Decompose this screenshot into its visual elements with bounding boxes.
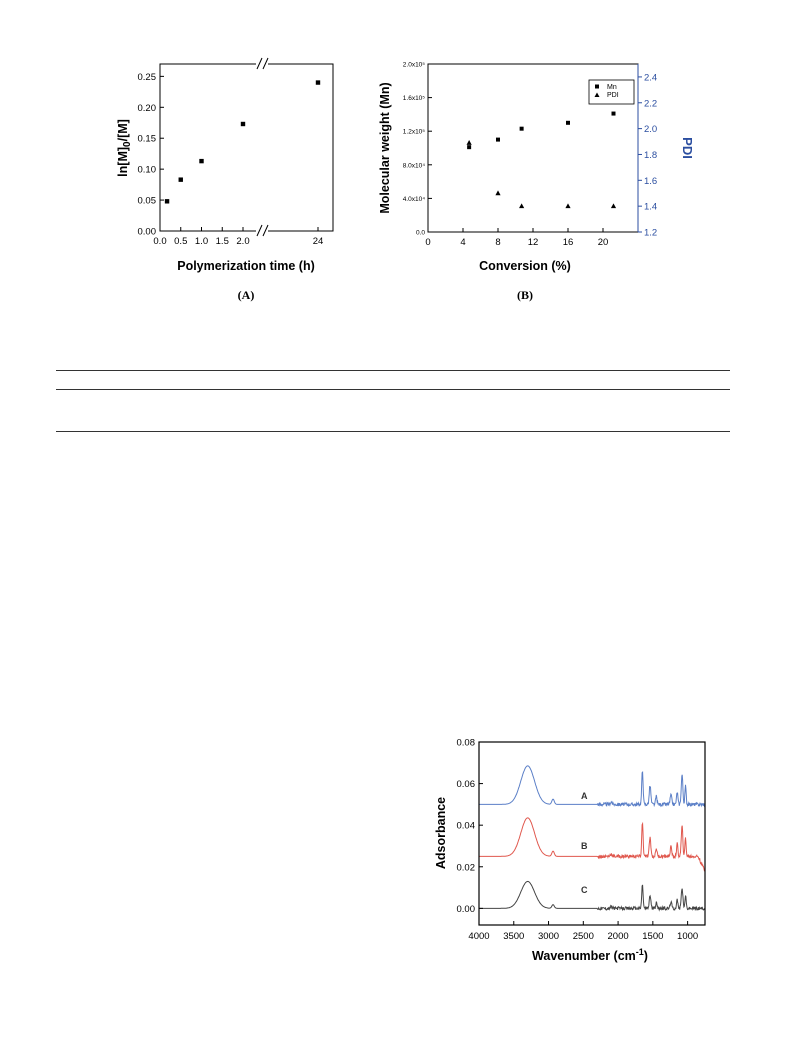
legend-mn-label: Mn: [607, 84, 617, 91]
y-tick-label: 0.10: [137, 164, 156, 176]
chart-b-ylabel-right: PDI: [680, 137, 695, 159]
x-tick-label: 1000: [677, 931, 699, 942]
x-tick-label: 4000: [468, 931, 490, 942]
x-tick-label: 0: [425, 237, 431, 248]
x-tick-label: 0.0: [153, 236, 167, 247]
series-c-label: C: [581, 885, 588, 895]
chart-c-ylabel: Adsorbance: [434, 796, 448, 870]
chart-b-panel-label: (B): [517, 288, 533, 302]
chart-a-panel-label: (A): [237, 288, 255, 302]
chart-b-ylabel: Molecular weight (Mn): [378, 82, 392, 214]
y-tick-label: 0.08: [456, 737, 475, 749]
y-tick-label: 0.00: [137, 226, 156, 238]
chart-a-ylabel: $\ln[M]_0/[M]$: [116, 119, 133, 177]
x-tick-label: 1.0: [194, 236, 209, 247]
x-tick-label: 1500: [642, 931, 664, 942]
y-tick-label: 1.2x10⁵: [402, 128, 425, 136]
x-tick-label: 3500: [503, 931, 525, 942]
y-right-tick-label: 2.4: [644, 72, 658, 84]
y-tick-label: 8.0x10⁴: [402, 162, 425, 170]
y-right-tick-label: 1.8: [644, 149, 658, 161]
y-tick-label: 1.6x10⁵: [402, 95, 425, 103]
chart-b-xlabel: Conversion (%): [479, 259, 571, 273]
chart-c-xlabel: Wavenumber $(cm^{-1})$: [532, 947, 648, 963]
x-tick-label: 2500: [572, 931, 594, 942]
x-tick-label: 2.0: [236, 236, 250, 247]
x-tick-label: 16: [562, 237, 574, 248]
x-tick-label: 1.5: [215, 236, 229, 247]
y-right-tick-label: 1.2: [644, 227, 658, 239]
y-tick-label: 0.0: [415, 229, 425, 237]
x-tick-label: 12: [527, 237, 539, 248]
y-tick-label: 0.02: [456, 862, 475, 874]
y-right-tick-label: 2.0: [644, 124, 658, 136]
x-tick-label: 24: [312, 236, 324, 247]
y-tick-label: 0.05: [137, 195, 156, 207]
x-tick-label: 20: [597, 237, 609, 248]
y-tick-label: 0.06: [456, 779, 475, 791]
y-tick-label: 2.0x10⁵: [402, 61, 425, 69]
chart-a-xlabel: Polymerization time (h): [177, 259, 315, 273]
x-tick-label: 4: [460, 237, 466, 248]
x-tick-label: 8: [495, 237, 501, 248]
x-tick-label: 0.5: [174, 236, 188, 247]
spectrum-line-a: [479, 766, 705, 806]
y-tick-label: 0.25: [137, 71, 156, 83]
y-tick-label: 0.15: [137, 133, 156, 145]
y-tick-label: 0.00: [456, 903, 475, 915]
series-b-label: B: [581, 841, 588, 851]
legend-pdi-label: PDI: [607, 92, 619, 99]
y-tick-label: 4.0x10⁴: [402, 195, 425, 203]
y-right-tick-label: 2.2: [644, 98, 658, 110]
series-a-label: A: [581, 791, 588, 801]
spectrum-line-b: [479, 818, 705, 871]
y-tick-label: 0.04: [456, 820, 475, 832]
x-tick-label: 3000: [537, 931, 560, 942]
chart-c-frame: [479, 742, 705, 925]
spectrum-line-c: [479, 881, 705, 910]
y-right-tick-label: 1.4: [644, 201, 658, 213]
y-right-tick-label: 1.6: [644, 175, 658, 187]
y-tick-label: 0.20: [137, 102, 156, 114]
x-tick-label: 2000: [607, 931, 629, 942]
